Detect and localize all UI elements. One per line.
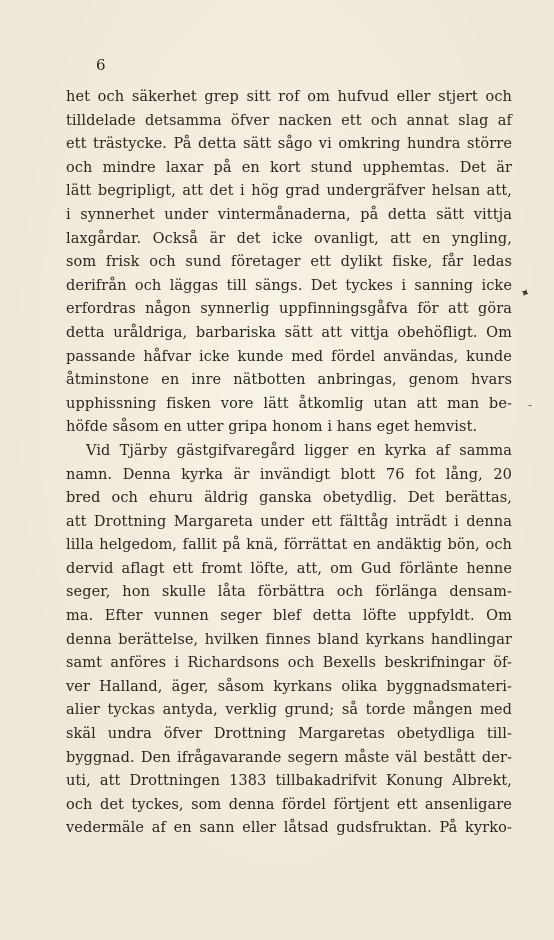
text-line: lätt begripligt, att det i hög grad undergräfver helsan att, (66, 183, 512, 200)
text-line: denna berättelse, hvilken finnes bland kyrkans handlingar (66, 631, 512, 648)
text-line: och mindre laxar på en kort stund upphemtas. Det är (66, 159, 512, 176)
text-line: namn. Denna kyrka är invändigt blott 76 fot lång, 20 (66, 466, 512, 483)
text-line: het och säkerhet grep sitt rof om hufvud eller stjert och (66, 89, 512, 105)
text-line: och det tyckes, som denna fördel förtjent ett ansenligare (66, 796, 512, 813)
text-line: erfordras någon synnerlig uppfinningsgåfva för att göra (66, 301, 512, 318)
text-line: vedermäle af en sann eller låtsad gudsfruktan. På kyrko- (66, 820, 512, 837)
margin-dash-mark: - (528, 398, 533, 412)
text-line: som frisk och sund företager ett dylikt fiske, får ledas (66, 254, 512, 271)
text-line: byggnad. Den ifrågavarande segern måste väl bestått der- (66, 749, 512, 766)
text-line: seger, hon skulle låta förbättra och förlänga densam- (66, 584, 512, 601)
text-line: bred och ehuru äldrig ganska obetydlig. Det berättas, (66, 490, 512, 507)
text-line: skäl undra öfver Drottning Margaretas obetydliga till- (66, 726, 512, 743)
text-line: att Drottning Margareta under ett fälttåg inträdt i denna (66, 513, 512, 530)
text-line: åtminstone en inre nätbotten anbringas, genom hvars (66, 372, 512, 389)
text-line: ma. Efter vunnen seger blef detta löfte uppfyldt. Om (66, 608, 512, 625)
text-line: tilldelade detsamma öfver nacken ett och annat slag af (66, 112, 512, 129)
text-line: alier tyckas antyda, verklig grund; så torde mången med (66, 702, 512, 719)
text-line: lilla helgedom, fallit på knä, förrättat en andäktig bön, och (66, 537, 512, 554)
text-line: passande håfvar icke kunde med fördel användas, kunde (66, 348, 512, 365)
text-line: i synnerhet under vintermånaderna, på detta sätt vittja (66, 206, 512, 223)
text-line: upphissning fisken vore lätt åtkomlig utan att man be- (66, 395, 512, 412)
text-line: uti, att Drottningen 1383 tillbakadrifvit Konung Albrekt, (66, 773, 512, 790)
body-text (66, 86, 512, 841)
margin-annotation-mark: ✦ (517, 284, 533, 302)
text-line: derifrån och läggas till sängs. Det tyckes i sanning icke (66, 277, 512, 294)
page-number: 6 (96, 56, 106, 74)
text-line: ver Halland, äger, såsom kyrkans olika byggnadsmateri- (66, 678, 512, 695)
text-line: dervid aflagt ett fromt löfte, att, om Gud förlänte henne (66, 560, 512, 577)
text-line: laxgårdar. Också är det icke ovanligt, att en yngling, (66, 230, 512, 247)
paragraph-start-line: Vid Tjärby gästgifvaregård ligger en kyrka af samma (86, 442, 512, 459)
text-line: detta uråldriga, barbariska sätt att vittja obehöfligt. Om (66, 324, 512, 341)
paragraph-end-line: höfde såsom en utter gripa honom i hans eget hemvist. (66, 419, 478, 436)
text-line: ett trästycke. På detta sätt sågo vi omkring hundra större (66, 136, 512, 153)
text-line: samt anföres i Richardsons och Bexells beskrifningar öf- (66, 655, 512, 672)
